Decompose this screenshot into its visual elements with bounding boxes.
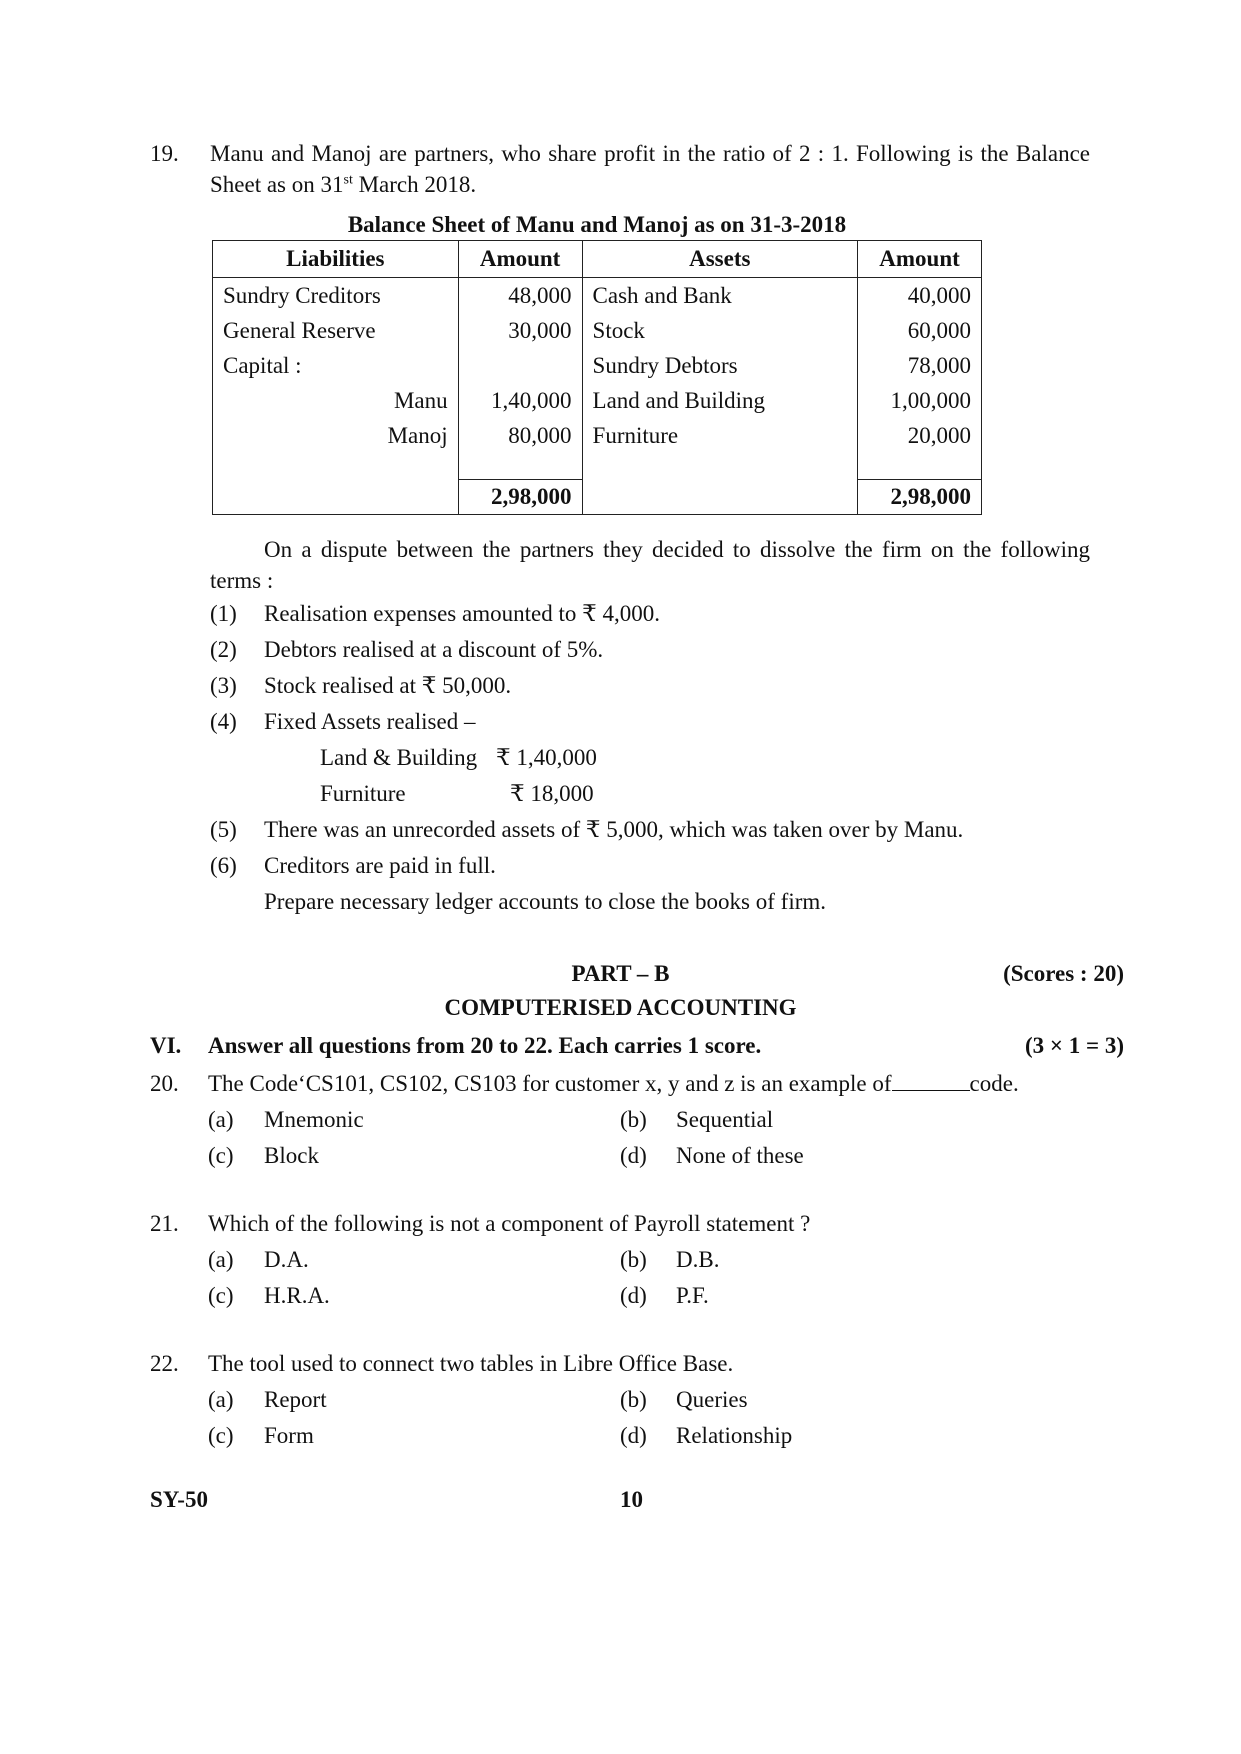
liability-name: General Reserve bbox=[213, 313, 459, 348]
liability-name: Sundry Creditors bbox=[213, 278, 459, 314]
option-a: (a) Report bbox=[208, 1387, 327, 1412]
liability-name: Manoj bbox=[213, 418, 459, 453]
question-22-number: 22. bbox=[150, 1351, 179, 1376]
asset-name: Furniture bbox=[582, 418, 858, 453]
balance-sheet-table bbox=[212, 240, 982, 515]
fixed-asset-value: ₹ 18,000 bbox=[510, 781, 594, 806]
table-header-row bbox=[213, 241, 982, 278]
liability-amount: 30,000 bbox=[458, 313, 582, 348]
part-b-title: PART – B bbox=[571, 961, 670, 986]
option-a: (a) D.A. bbox=[208, 1247, 309, 1272]
asset-name: Stock bbox=[582, 313, 858, 348]
header-assets: Assets bbox=[582, 241, 858, 278]
question-21-text: Which of the following is not a component of Payroll statement ? bbox=[208, 1211, 811, 1236]
term-number: (6) bbox=[210, 853, 237, 878]
paper-code: SY-50 bbox=[150, 1487, 208, 1512]
total-assets: 2,98,000 bbox=[858, 480, 982, 515]
option-b: (b) Queries bbox=[620, 1387, 748, 1412]
section-instruction: Answer all questions from 20 to 22. Each carries 1 score. bbox=[208, 1033, 762, 1058]
term-number: (1) bbox=[210, 601, 237, 626]
term-number: (5) bbox=[210, 817, 237, 842]
balance-sheet-title: Balance Sheet of Manu and Manoj as on 31-3-2018 bbox=[347, 212, 847, 237]
term-number: (3) bbox=[210, 673, 237, 698]
fixed-asset-value: ₹ 1,40,000 bbox=[496, 745, 597, 770]
header-amount: Amount bbox=[858, 241, 982, 278]
instruction-text: Prepare necessary ledger accounts to close the books of firm. bbox=[264, 889, 827, 914]
option-b: (b) Sequential bbox=[620, 1107, 774, 1132]
question-19-number: 19. bbox=[150, 141, 179, 166]
asset-amount: 60,000 bbox=[858, 313, 982, 348]
term-text: Fixed Assets realised – bbox=[264, 709, 476, 734]
table-row bbox=[213, 278, 982, 314]
liability-amount bbox=[458, 348, 582, 383]
question-20-number: 20. bbox=[150, 1071, 179, 1096]
fixed-asset-name: Furniture bbox=[320, 781, 406, 806]
part-b-scores: (Scores : 20) bbox=[1003, 961, 1124, 986]
option-a: (a) Mnemonic bbox=[208, 1107, 364, 1132]
term-text: Stock realised at ₹ 50,000. bbox=[264, 673, 512, 698]
liability-amount: 1,40,000 bbox=[458, 383, 582, 418]
option-b: (b) D.B. bbox=[620, 1247, 720, 1272]
liability-amount: 48,000 bbox=[458, 278, 582, 314]
term-number: (2) bbox=[210, 637, 237, 662]
question-20-text: The Code‘CS101, CS102, CS103 for customer x, y and z is an example of code. bbox=[208, 1071, 1019, 1096]
question-19-text: Manu and Manoj are partners, who share profit in the ratio of 2 : 1. Following is the Balance Sheet as on 31st March 2018. bbox=[210, 141, 1090, 198]
page-number: 10 bbox=[620, 1487, 643, 1512]
fixed-asset-name: Land & Building bbox=[320, 745, 478, 770]
term-text: Debtors realised at a discount of 5%. bbox=[264, 637, 604, 662]
term-text: Realisation expenses amounted to ₹ 4,000. bbox=[264, 601, 660, 626]
asset-amount: 40,000 bbox=[858, 278, 982, 314]
header-amount: Amount bbox=[458, 241, 582, 278]
asset-name: Land and Building bbox=[582, 383, 858, 418]
asset-amount: 20,000 bbox=[858, 418, 982, 453]
total-liabilities: 2,98,000 bbox=[458, 480, 582, 515]
asset-amount: 1,00,000 bbox=[858, 383, 982, 418]
header-liabilities: Liabilities bbox=[213, 241, 459, 278]
section-number: VI. bbox=[150, 1033, 182, 1058]
option-d: (d) Relationship bbox=[620, 1423, 793, 1448]
option-c: (c) H.R.A. bbox=[208, 1283, 330, 1308]
table-row bbox=[213, 418, 982, 453]
table-total-row bbox=[213, 480, 982, 515]
option-c: (c) Block bbox=[208, 1143, 319, 1168]
asset-name: Sundry Debtors bbox=[582, 348, 858, 383]
section-marks: (3 × 1 = 3) bbox=[1024, 1033, 1124, 1058]
option-c: (c) Form bbox=[208, 1423, 314, 1448]
term-text: Creditors are paid in full. bbox=[264, 853, 496, 878]
table-row bbox=[213, 313, 982, 348]
table-row bbox=[213, 383, 982, 418]
option-d: (d) P.F. bbox=[620, 1283, 709, 1308]
question-21-number: 21. bbox=[150, 1211, 179, 1236]
asset-name: Cash and Bank bbox=[582, 278, 858, 314]
asset-amount: 78,000 bbox=[858, 348, 982, 383]
option-d: (d) None of these bbox=[620, 1143, 804, 1168]
question-22-text: The tool used to connect two tables in Libre Office Base. bbox=[208, 1351, 734, 1376]
liability-amount: 80,000 bbox=[458, 418, 582, 453]
table-row bbox=[213, 348, 982, 383]
answer-blank bbox=[892, 1072, 970, 1091]
term-text: There was an unrecorded assets of ₹ 5,000, which was taken over by Manu. bbox=[264, 817, 964, 842]
dispute-text: On a dispute between the partners they decided to dissolve the firm on the following terms : bbox=[210, 537, 1090, 594]
term-number: (4) bbox=[210, 709, 237, 734]
part-b-subtitle: COMPUTERISED ACCOUNTING bbox=[444, 995, 797, 1020]
liability-name: Capital : bbox=[213, 348, 459, 383]
table-spacer-row bbox=[213, 453, 982, 480]
liability-name: Manu bbox=[213, 383, 459, 418]
